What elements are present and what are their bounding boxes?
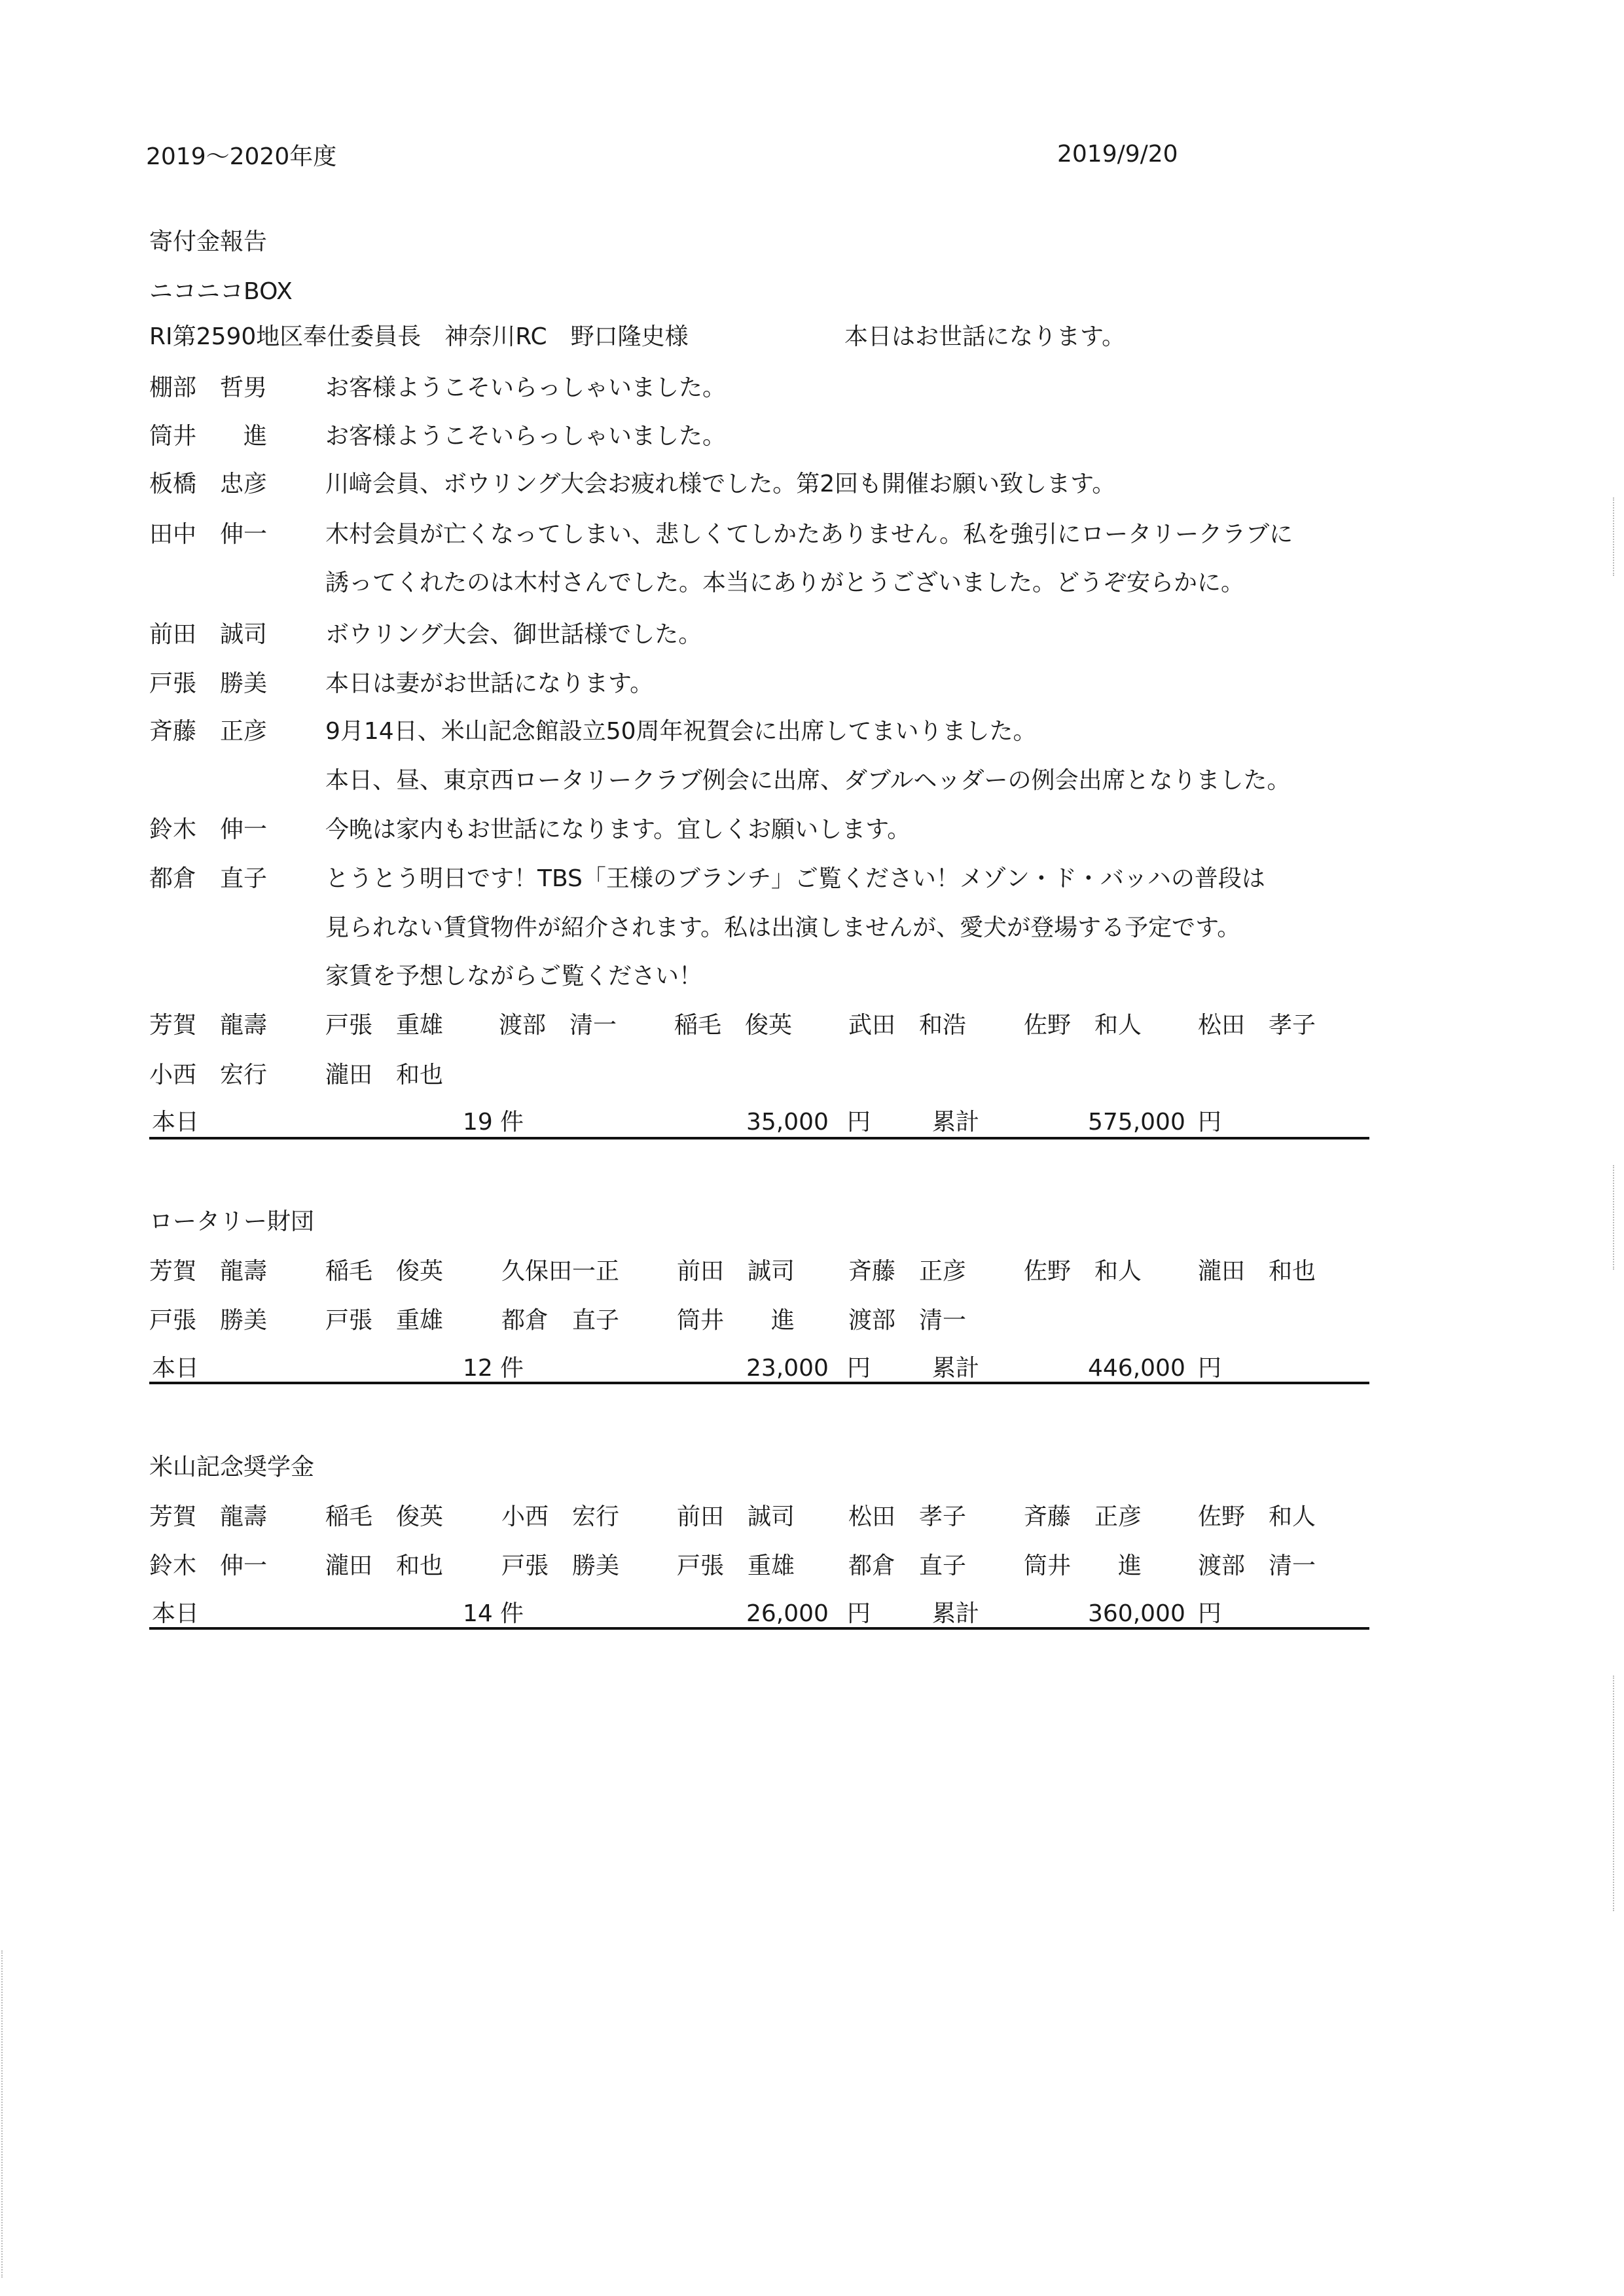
summary-cumulative-yen: 円 — [1198, 1109, 1222, 1136]
member-name: 斉藤 正彦 — [149, 718, 268, 745]
donor-name: 佐野 和人 — [1198, 1503, 1316, 1530]
member-name: 前田 誠司 — [149, 621, 268, 648]
summary-count-unit: 件 — [500, 1600, 524, 1627]
donor-name: 戸張 重雄 — [325, 1307, 444, 1334]
donor-name: 瀧田 和也 — [1198, 1258, 1316, 1285]
guest-name: RI第2590地区奉仕委員長 神奈川RC 野口隆史様 — [149, 323, 689, 350]
summary-rule — [149, 1382, 1369, 1384]
donor-name: 稲毛 俊英 — [674, 1012, 793, 1039]
summary-yen: 円 — [847, 1600, 871, 1627]
summary-count-unit: 件 — [500, 1355, 524, 1382]
report-date: 2019/9/20 — [1057, 141, 1178, 168]
summary-cumulative: 360,000 — [1088, 1600, 1185, 1627]
member-message: 川﨑会員、ボウリング大会お疲れ様でした。第2回も開催お願い致します。 — [325, 471, 1116, 497]
donor-name: 久保田一正 — [501, 1258, 620, 1285]
section-title-nikoniko: ニコニコBOX — [149, 278, 293, 305]
member-name: 都倉 直子 — [149, 865, 268, 892]
donor-name: 瀧田 和也 — [325, 1062, 444, 1088]
section-title-yoneyama: 米山記念奨学金 — [149, 1454, 315, 1480]
donor-name: 芳賀 龍壽 — [149, 1012, 268, 1039]
donor-name: 芳賀 龍壽 — [149, 1258, 268, 1285]
member-message: 本日は妻がお世話になります。 — [325, 670, 654, 697]
summary-amount: 23,000 — [746, 1355, 829, 1382]
member-message: 見られない賃貸物件が紹介されます。私は出演しませんが、愛犬が登場する予定です。 — [325, 914, 1241, 941]
donor-name: 渡部 清一 — [848, 1307, 967, 1334]
summary-yen: 円 — [847, 1355, 871, 1382]
summary-cumulative-yen: 円 — [1198, 1355, 1222, 1382]
scan-edge-mark — [1613, 1676, 1615, 1911]
donor-name: 佐野 和人 — [1024, 1012, 1142, 1039]
scan-edge-mark — [1613, 497, 1615, 576]
member-message: 木村会員が亡くなってしまい、悲しくてしかたありません。私を強引にロータリークラブに — [325, 521, 1293, 548]
donor-name: 鈴木 伸一 — [149, 1552, 268, 1579]
donor-name: 都倉 直子 — [848, 1552, 967, 1579]
donor-name: 戸張 重雄 — [325, 1012, 444, 1039]
summary-rule — [149, 1627, 1369, 1630]
donor-name: 小西 宏行 — [149, 1062, 268, 1088]
donor-name: 筒井 進 — [677, 1307, 795, 1334]
donor-name: 松田 孝子 — [848, 1503, 967, 1530]
summary-label: 本日 — [152, 1355, 200, 1382]
report-title: 寄付金報告 — [149, 228, 268, 255]
summary-count: 19 — [463, 1109, 493, 1136]
member-name: 筒井 進 — [149, 423, 268, 450]
donor-name: 前田 誠司 — [677, 1258, 795, 1285]
donor-name: 稲毛 俊英 — [325, 1503, 444, 1530]
fiscal-year: 2019～2020年度 — [146, 143, 337, 170]
summary-count: 12 — [463, 1355, 493, 1382]
member-name: 戸張 勝美 — [149, 670, 268, 697]
summary-amount: 35,000 — [746, 1109, 829, 1136]
donor-name: 佐野 和人 — [1024, 1258, 1142, 1285]
donor-name: 前田 誠司 — [677, 1503, 795, 1530]
summary-cumulative-label: 累計 — [932, 1355, 980, 1382]
summary-cumulative: 446,000 — [1088, 1355, 1185, 1382]
donor-name: 戸張 勝美 — [501, 1552, 620, 1579]
summary-count: 14 — [463, 1600, 493, 1627]
member-message: お客様ようこそいらっしゃいました。 — [325, 374, 727, 401]
summary-label: 本日 — [152, 1109, 200, 1136]
donor-name: 武田 和浩 — [848, 1012, 967, 1039]
donor-name: 斉藤 正彦 — [848, 1258, 967, 1285]
donor-name: 渡部 清一 — [499, 1012, 617, 1039]
member-message: 本日、昼、東京西ロータリークラブ例会に出席、ダブルヘッダーの例会出席となりました。 — [325, 767, 1291, 794]
donor-name: 戸張 勝美 — [149, 1307, 268, 1334]
section-title-rotary-foundation: ロータリー財団 — [149, 1208, 315, 1235]
member-name: 鈴木 伸一 — [149, 816, 268, 843]
summary-count-unit: 件 — [500, 1109, 524, 1136]
member-message: 家賃を予想しながらご覧ください！ — [325, 963, 703, 990]
summary-cumulative-label: 累計 — [932, 1600, 980, 1627]
member-message: とうとう明日です！TBS「王様のブランチ」ご覧ください！メゾン・ド・バッハの普段は — [325, 865, 1265, 892]
member-message: お客様ようこそいらっしゃいました。 — [325, 423, 727, 450]
donor-name: 戸張 重雄 — [677, 1552, 795, 1579]
donor-name: 芳賀 龍壽 — [149, 1503, 268, 1530]
member-name: 棚部 哲男 — [149, 374, 268, 401]
member-name: 板橋 忠彦 — [149, 471, 268, 497]
scan-edge-mark — [1, 1950, 4, 2278]
donor-name: 小西 宏行 — [501, 1503, 620, 1530]
summary-cumulative-label: 累計 — [932, 1109, 980, 1136]
member-message: ボウリング大会、御世話様でした。 — [325, 621, 702, 648]
donor-name: 斉藤 正彦 — [1024, 1503, 1142, 1530]
member-message: 今晩は家内もお世話になります。宜しくお願いします。 — [325, 816, 911, 843]
summary-rule — [149, 1137, 1369, 1139]
donor-name: 筒井 進 — [1024, 1552, 1142, 1579]
summary-label: 本日 — [152, 1600, 200, 1627]
summary-amount: 26,000 — [746, 1600, 829, 1627]
summary-yen: 円 — [847, 1109, 871, 1136]
donor-name: 松田 孝子 — [1198, 1012, 1316, 1039]
summary-cumulative-yen: 円 — [1198, 1600, 1222, 1627]
summary-cumulative: 575,000 — [1088, 1109, 1185, 1136]
donor-name: 瀧田 和也 — [325, 1552, 444, 1579]
member-name: 田中 伸一 — [149, 521, 268, 548]
member-message: 9月14日、米山記念館設立50周年祝賀会に出席してまいりました。 — [325, 718, 1037, 745]
guest-message: 本日はお世話になります。 — [844, 323, 1126, 350]
donor-name: 稲毛 俊英 — [325, 1258, 444, 1285]
donor-name: 都倉 直子 — [501, 1307, 620, 1334]
scan-edge-mark — [1613, 1165, 1615, 1270]
donor-name: 渡部 清一 — [1198, 1552, 1316, 1579]
member-message: 誘ってくれたのは木村さんでした。本当にありがとうございました。どうぞ安らかに。 — [325, 569, 1245, 596]
